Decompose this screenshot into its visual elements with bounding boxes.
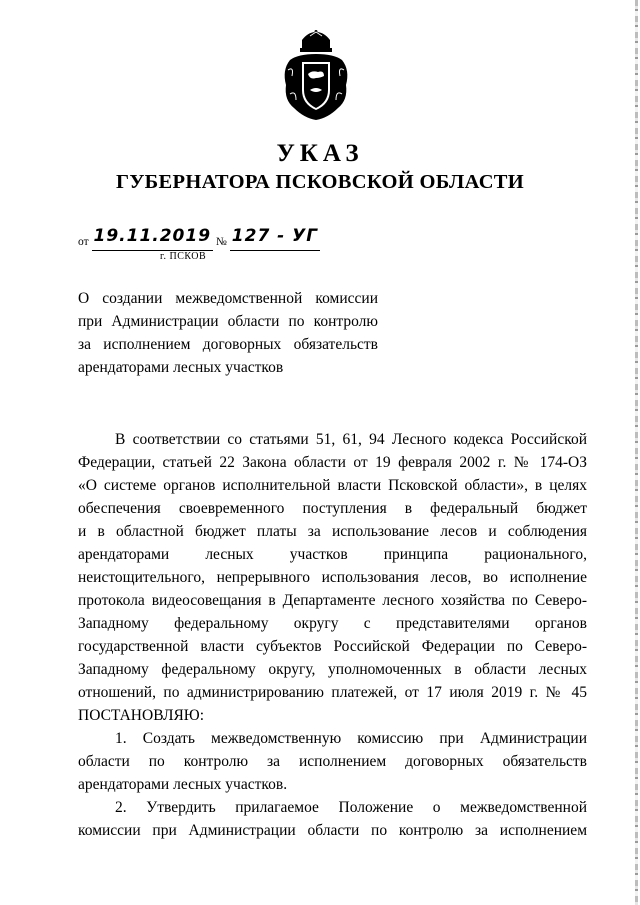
- date-number-line: [78, 226, 320, 251]
- body-line: ПОСТАНОВЛЯЮ:: [78, 707, 205, 724]
- body-line: «О системе органов исполнительной власти Псковской области», в целях: [78, 477, 587, 494]
- body-line: неистощительного, непрерывного использования лесов, во исполнение: [78, 569, 587, 586]
- handwritten-date: 19.11.2019: [93, 226, 212, 246]
- body-line: комиссии при Администрации области по контролю за исполнением: [78, 822, 587, 839]
- city-label: г. ПСКОВ: [160, 251, 207, 262]
- body-line: и в областной бюджет платы за использование лесов и соблюдения: [78, 523, 587, 540]
- subject-line: за исполнением договорных обязательств: [78, 336, 378, 353]
- document-body: [78, 428, 587, 842]
- body-line: отношений, по администрированию платежей, от 17 июля 2019 г. № 45: [78, 684, 587, 701]
- document-subtitle: ГУБЕРНАТОРА ПСКОВСКОЙ ОБЛАСТИ: [115, 171, 525, 193]
- body-line: В соответствии со статьями 51, 61, 94 Лесного кодекса Российской: [115, 431, 587, 448]
- body-line: 1. Создать межведомственную комиссию при Администрации: [115, 730, 587, 747]
- body-line: протокола видеосовещания в Департаменте лесного хозяйства по Северо-: [78, 592, 587, 609]
- body-line: государственной власти субъектов Российской Федерации по Северо-: [78, 638, 587, 655]
- document-title: УКАЗ: [276, 140, 364, 167]
- body-line: 2. Утвердить прилагаемое Положение о межведомственной: [115, 799, 587, 816]
- handwritten-number: 127 - УГ: [231, 226, 319, 246]
- body-line: Западному федеральному округу с представителями органов: [78, 615, 587, 632]
- document-subject: [78, 287, 378, 379]
- scan-edge: [635, 0, 638, 905]
- body-line: обеспечения своевременного поступления в федеральный бюджет: [78, 500, 587, 517]
- coat-of-arms-emblem: [280, 30, 352, 122]
- from-label: от: [78, 236, 89, 248]
- subject-line: О создании межведомственной комиссии: [78, 290, 378, 307]
- subject-line: при Администрации области по контролю: [78, 313, 378, 330]
- body-line: Западному федеральному округу, уполномоченных в области лесных: [78, 661, 587, 678]
- body-line: Федерации, статьей 22 Закона области от 19 февраля 2002 г. № 174-ОЗ: [78, 454, 587, 471]
- body-line: арендаторами лесных участков принципа рационального,: [78, 546, 587, 563]
- number-label: №: [215, 236, 227, 248]
- body-line: области по контролю за исполнением договорных обязательств: [78, 753, 587, 770]
- body-line: арендаторами лесных участков.: [78, 776, 288, 793]
- subject-line: арендаторами лесных участков: [78, 359, 284, 376]
